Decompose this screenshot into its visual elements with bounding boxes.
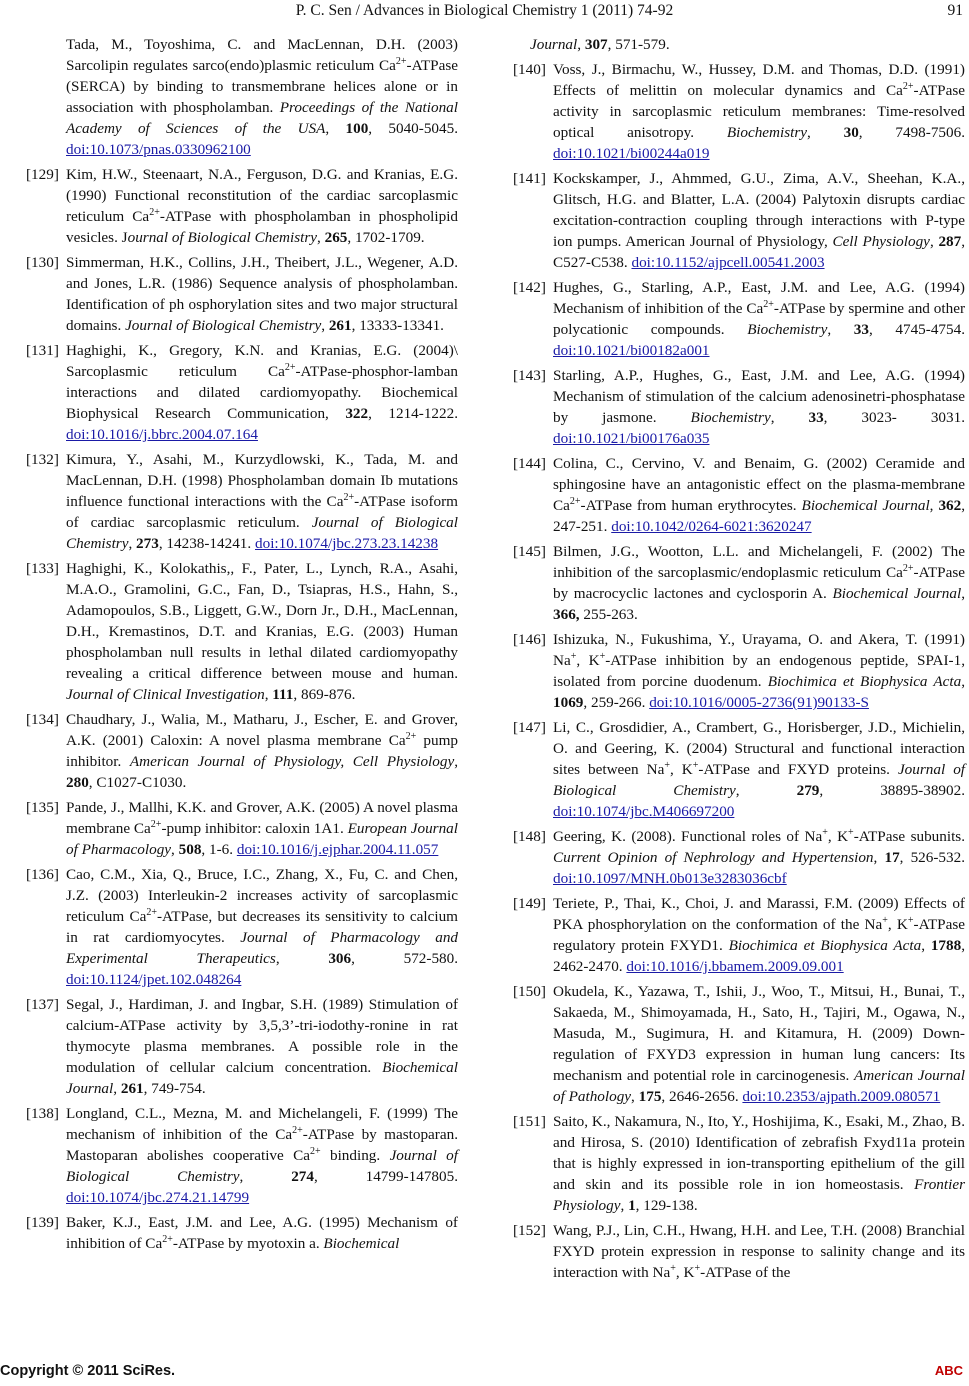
- superscript: +: [599, 650, 606, 662]
- reference-text: , 2462-2470.: [553, 937, 965, 975]
- reference-entry: [26, 864, 458, 990]
- reference-text: -ATPase of the: [700, 1264, 791, 1281]
- reference-text: , 14799-147805.: [313, 1168, 458, 1185]
- reference-entry: [513, 541, 965, 625]
- volume-number: 362: [938, 497, 962, 514]
- reference-number: [133]: [26, 560, 59, 577]
- superscript: +: [670, 1262, 676, 1274]
- superscript: 2+: [405, 730, 417, 742]
- volume-number: 279: [796, 782, 820, 799]
- doi-link[interactable]: doi:10.1016/j.ejphar.2004.11.057: [236, 841, 439, 858]
- reference-number: [142]: [513, 279, 546, 296]
- running-title: P. C. Sen / Advances in Biological Chemistry 1 (2011) 74-92: [295, 2, 674, 19]
- superscript: 2+: [343, 491, 355, 503]
- reference-text: Bilmen, J.G., Wootton, L.L. and Michelangeli, F. (2002) The inhibition of the sarcoplasmic/endoplasmic reticulum Ca: [553, 543, 965, 581]
- reference-text: , 1214-1222.: [368, 405, 458, 422]
- doi-link[interactable]: doi:10.1021/bi00182a001: [553, 342, 710, 359]
- reference-text: Haghighi, K., Kolokathis,, F., Pater, L., Lynch, R.A., Asahi, M.A.O., Gramolini, G.C., Fan, D., Tsiapras, H.S., Hahn, S., Adamopoulos, S.B., Liggett, G.W., Dorn Jr., D.H., MacLennan, D.H., Kremastinos, D.T. and Kranias, E.G. (2003) Human phospholamban null results in lethal dilated cardiomyopathy revealing a critical difference between mouse and human.: [66, 560, 458, 682]
- reference-text: ,: [620, 1197, 629, 1214]
- reference-text: -ATPase activity in sarcoplasmic reticulum membranes: Time-resolved optical anisotropy.: [553, 82, 965, 141]
- reference-text: -ATPase-phosphor-lamban interactions and dilated cardiomyopathy. Biochemical Biophysical Research Communication,: [66, 363, 458, 422]
- reference-entry: [26, 1212, 458, 1254]
- reference-text: ,: [961, 673, 966, 690]
- reference-entry: [26, 449, 458, 554]
- reference-entry: [513, 629, 965, 713]
- superscript: 2+: [902, 80, 914, 92]
- journal-title: Journal of Biological Chemistry: [66, 1147, 458, 1185]
- doi-link[interactable]: doi:10.1016/j.bbrc.2004.07.164: [66, 426, 258, 443]
- reference-text: , 2646-2656.: [661, 1088, 743, 1105]
- reference-number: [135]: [26, 799, 59, 816]
- reference-text: -ATPase regulatory protein FXYD1.: [553, 916, 965, 954]
- reference-entry: [513, 1111, 965, 1216]
- reference-entry: [26, 340, 458, 445]
- reference-number: [148]: [513, 828, 546, 845]
- reference-text: , 526-532.: [899, 849, 965, 866]
- superscript: 2+: [395, 55, 407, 67]
- reference-entry: [26, 994, 458, 1099]
- reference-text: Wang, P.J., Lin, C.H., Hwang, H.H. and Lee, T.H. (2008) Branchial FXYD protein expression in response to salinity change and its interaction with Na: [553, 1222, 965, 1281]
- reference-text: Chaudhary, J., Walia, M., Matharu, J., Escher, E. and Grover, A.K. (2001) Caloxin: A novel plasma membrane Ca: [66, 711, 458, 749]
- reference-entry: [513, 1220, 965, 1283]
- superscript: +: [882, 914, 888, 926]
- superscript: +: [848, 826, 854, 838]
- reference-text: Cao, C.M., Xia, Q., Bruce, I.C., Zhang, X., Fu, C. and Chen, J.Z. (2003) Interleukin-2 increases activity of sarcoplasmic reticulum Ca: [66, 866, 458, 925]
- reference-text: , K: [827, 828, 849, 845]
- superscript: +: [664, 759, 670, 771]
- volume-number: 261: [120, 1080, 144, 1097]
- reference-text: Okudela, K., Yazawa, T., Ishii, J., Woo, T., Mitsui, H., Bunai, T., Sakaeda, M., Shimoyamada, H., Sato, H., Tajiri, M., Ogawa, N., Masuda, M., Sugimura, H. and Kitamura, H. (2009) Down-regulation of FXYD3 expression in human lung cancers: Its mechanism and potential role in carcinogenesis.: [553, 983, 965, 1084]
- reference-text: -ATPase from human erythrocytes.: [580, 497, 802, 514]
- reference-text: Ishizuka, N., Fukushima, Y., Urayama, O. and Akera, T. (1991) Na: [553, 631, 965, 669]
- volume-number: 287: [938, 233, 962, 250]
- reference-text: , 129-138.: [635, 1197, 698, 1214]
- volume-number: 265: [324, 229, 348, 246]
- reference-text: ,: [317, 229, 325, 246]
- reference-text: -ATPase by macrocyclic lactones and cyclosporin A.: [553, 564, 965, 602]
- reference-text: , 13333-13341.: [351, 317, 444, 334]
- reference-text: , 247-251.: [553, 497, 966, 535]
- reference-number: [134]: [26, 711, 59, 728]
- reference-text: 255-263.: [579, 606, 638, 623]
- volume-number: 322: [345, 405, 369, 422]
- reference-number: [131]: [26, 342, 59, 359]
- doi-link[interactable]: doi:10.1152/ajpcell.00541.2003: [631, 254, 825, 271]
- reference-text: -ATPase and FXYD proteins.: [698, 761, 898, 778]
- left-column-references: [26, 34, 458, 1258]
- superscript: 2+: [146, 906, 157, 918]
- copyright-notice: Copyright © 2011 SciRes.: [0, 1363, 176, 1379]
- page-number: 91: [947, 2, 963, 19]
- volume-number: 33: [853, 321, 869, 338]
- reference-text: ,: [275, 950, 329, 967]
- reference-text: -ATPase subunits.: [853, 828, 966, 845]
- doi-link[interactable]: doi:10.1021/bi00176a035: [553, 430, 710, 447]
- volume-number: 175: [638, 1088, 662, 1105]
- reference-text: -pump inhibitor: caloxin 1A1.: [161, 820, 348, 837]
- journal-title: Biochemical: [323, 1235, 400, 1252]
- reference-text: , 259-266.: [583, 694, 650, 711]
- superscript: +: [907, 914, 914, 926]
- superscript: +: [822, 826, 828, 838]
- reference-text: ,: [929, 497, 939, 514]
- doi-link[interactable]: doi:10.1042/0264-6021:3620247: [611, 518, 812, 535]
- volume-number: 261: [328, 317, 352, 334]
- reference-entry: [513, 34, 965, 55]
- reference-text: Li, C., Grosdidier, A., Crambert, G., Horisberger, J.D., Michielin, O. and Geering, K. (2004) Structural and functional interaction sites between Na: [553, 719, 965, 778]
- reference-text: -ATPase, but decreases its sensitivity to calcium in rat cardiomyocytes.: [66, 908, 458, 946]
- reference-text: , 1-6.: [201, 841, 237, 858]
- reference-number: [141]: [513, 170, 546, 187]
- reference-text: , C527-C538.: [553, 233, 966, 271]
- reference-text: ,: [735, 782, 797, 799]
- reference-number: [132]: [26, 451, 59, 468]
- reference-text: , 14238-14241.: [158, 535, 255, 552]
- reference-number: [130]: [26, 254, 59, 271]
- reference-text: pump inhibitor.: [66, 732, 458, 770]
- doi-link[interactable]: doi:10.1016/j.bbamem.2009.09.001: [626, 958, 844, 975]
- reference-text: binding.: [320, 1147, 390, 1164]
- volume-number: 274: [291, 1168, 314, 1185]
- reference-entry: [26, 709, 458, 793]
- journal-title: Biochemical Journal: [801, 497, 930, 514]
- volume-number: 33: [808, 409, 824, 426]
- reference-text: Starling, A.P., Hughes, G., East, J.M. and Lee, A.G. (1994) Mechanism of stimulation of the calcium adenosinetri-phosphatase by jasmone.: [553, 367, 965, 426]
- reference-text: , 38895-38902.: [819, 782, 966, 799]
- reference-entry: [513, 717, 965, 822]
- reference-text: , 869-876.: [293, 686, 356, 703]
- superscript: 2+: [284, 361, 296, 373]
- volume-number: 111: [272, 686, 294, 703]
- superscript: 2+: [149, 206, 160, 218]
- volume-number: 508: [178, 841, 202, 858]
- reference-text: ,: [921, 937, 931, 954]
- volume-number: 30: [843, 124, 859, 141]
- reference-number: [149]: [513, 895, 546, 912]
- reference-entry: [26, 252, 458, 336]
- reference-text: , K: [576, 652, 600, 669]
- reference-entry: [513, 59, 965, 164]
- reference-text: ,: [873, 849, 885, 866]
- doi-link[interactable]: doi:10.2353/ajpath.2009.080571: [742, 1088, 941, 1105]
- reference-text: Hughes, G., Starling, A.P., East, J.M. and Lee, A.G. (1994) Mechanism of inhibition of the Ca: [553, 279, 965, 317]
- reference-entry: [26, 164, 458, 248]
- journal-title: Biochemistry: [747, 321, 828, 338]
- reference-number: [144]: [513, 455, 546, 472]
- reference-text: Tada, M., Toyoshima, C. and MacLennan, D.H. (2003) Sarcolipin regulates sarco(endo)plasmic reticulum Ca: [66, 36, 458, 74]
- reference-text: Voss, J., Birmachu, W., Hussey, D.M. and Thomas, D.D. (1991) Effects of melittin on molecular dynamics and Ca: [553, 61, 965, 99]
- reference-text: ,: [239, 1168, 292, 1185]
- superscript: 2+: [150, 818, 162, 830]
- reference-text: ,: [171, 841, 179, 858]
- volume-number: 1069: [553, 694, 584, 711]
- superscript: +: [570, 650, 577, 662]
- volume-number: 17: [884, 849, 900, 866]
- journal-title: Journal of Biological Chemistry: [553, 761, 966, 799]
- reference-entry: [26, 558, 458, 705]
- reference-text: , 5040-5045.: [368, 120, 458, 137]
- journal-title: Journal: [530, 36, 578, 53]
- reference-text: ,: [770, 409, 809, 426]
- superscript: +: [694, 1262, 701, 1274]
- journal-title: Frontier Physiology: [553, 1176, 965, 1214]
- doi-link[interactable]: doi:10.1124/jpet.102.048264: [66, 971, 242, 988]
- reference-text: ,: [807, 124, 844, 141]
- reference-number: [143]: [513, 367, 546, 384]
- journal-title: ournal of Biological Chemistry: [127, 229, 318, 246]
- reference-text: Colina, C., Cervino, V. and Benaim, G. (2002) Ceramide and sphingosine have an antagonistic effect on the plasma-membrane Ca: [553, 455, 965, 514]
- reference-text: ,: [321, 317, 329, 334]
- right-column-references: [513, 34, 965, 1287]
- doi-link[interactable]: doi:10.1097/MNH.0b013e3283036cbf: [553, 870, 787, 887]
- reference-entry: [26, 797, 458, 860]
- superscript: 2+: [162, 1233, 173, 1245]
- reference-text: Kimura, Y., Asahi, M., Kurzydlowski, K., Tada, M. and MacLennan, D.H. (1998) Phospholamban domain Ib mutations influence functional interactions with the Ca: [66, 451, 458, 510]
- journal-title: Biochimica et Biophysica Acta: [728, 937, 922, 954]
- reference-text: , K: [887, 916, 908, 933]
- reference-number: [138]: [26, 1105, 59, 1122]
- journal-title: Journal of Biological Chemistry: [66, 514, 458, 552]
- reference-text: ,: [577, 36, 585, 53]
- reference-text: Teriete, P., Thai, K., Choi, J. and Marassi, F.M. (2009) Effects of PKA phosphorylation on the conformation of the Na: [553, 895, 965, 933]
- reference-text: , C1027-C1030.: [88, 774, 187, 791]
- doi-link[interactable]: doi:10.1074/jbc.273.23.14238: [255, 535, 439, 552]
- volume-number: 306: [328, 950, 352, 967]
- superscript: 2+: [763, 298, 774, 310]
- reference-text: , K: [669, 761, 693, 778]
- reference-entry: [26, 1103, 458, 1208]
- reference-text: , 572-580.: [351, 950, 459, 967]
- reference-text: , 7498-7506.: [858, 124, 965, 141]
- journal-title: Journal of Biological Chemistry: [125, 317, 322, 334]
- reference-text: ,: [264, 686, 273, 703]
- reference-text: Pande, J., Mallhi, K.K. and Grover, A.K. (2005) A novel plasma membrane Ca: [66, 799, 458, 837]
- journal-title: Cell Physiology: [832, 233, 930, 250]
- reference-text: Simmerman, H.K., Collins, J.H., Theibert, J.L., Wegener, A.D. and Jones, L.R. (1986) Sequence analysis of phospholamban. Identification of ph osphorylation sites and two major structural domains.: [66, 254, 458, 334]
- journal-title: Biochemical Journal: [832, 585, 962, 602]
- volume-number: 1788: [930, 937, 962, 954]
- reference-text: Kockskamper, J., Ahmmed, G.U., Zima, A.V., Sheehan, K.A., Glitsch, H.G. and Blatter, L.A. (2004) Palytoxin disrupts cardiac excitation-contraction coupling through interactions with P-type ion pumps. American Journal of Physiology,: [553, 170, 965, 250]
- reference-text: Baker, K.J., East, J.M. and Lee, A.G. (1995) Mechanism of inhibition of Ca: [66, 1214, 458, 1252]
- reference-entry: [513, 453, 965, 537]
- reference-text: ,: [128, 535, 137, 552]
- reference-text: Segal, J., Hardiman, J. and Ingbar, S.H. (1989) Stimulation of calcium-ATPase activity by 3,5,3’-tri-iodothy-ronine in rat thymocyte plasma membranes. A possible role in the modulation of cellular calcium concentration.: [66, 996, 458, 1076]
- journal-mark: ABC: [934, 1363, 963, 1378]
- reference-entry: [513, 277, 965, 361]
- reference-number: [140]: [513, 61, 546, 78]
- doi-link[interactable]: doi:10.1074/jbc.M406697200: [553, 803, 735, 820]
- journal-title: Journal of Clinical Investigation: [66, 686, 265, 703]
- reference-entry: [513, 168, 965, 273]
- reference-number: [129]: [26, 166, 59, 183]
- reference-text: ,: [929, 233, 939, 250]
- reference-text: Kim, H.W., Steenaart, N.A., Ferguson, D.G. and Kranias, E.G. (1990) Functional reconstitution of the cardiac sarcoplasmic reticulum Ca: [66, 166, 458, 225]
- reference-entry: [513, 893, 965, 977]
- reference-text: Longland, C.L., Mezna, M. and Michelangeli, F. (1999) The mechanism of inhibition of the Ca: [66, 1105, 458, 1143]
- reference-number: [151]: [513, 1113, 546, 1130]
- reference-text: , 1702-1709.: [347, 229, 425, 246]
- reference-text: -ATPase inhibition by an endogenous peptide, SPAI-1, isolated from porcine duodenum.: [553, 652, 965, 690]
- reference-number: [145]: [513, 543, 546, 560]
- reference-number: [150]: [513, 983, 546, 1000]
- reference-text: ,: [454, 753, 458, 770]
- journal-title: Biochemistry: [690, 409, 771, 426]
- superscript: 2+: [310, 1145, 321, 1157]
- reference-entry: [513, 365, 965, 449]
- reference-text: Saito, K., Nakamura, N., Ito, Y., Hoshijima, K., Esaki, M., Zhao, B. and Hirosa, S. (2010) Identification of zebrafish Fxyd11a protein that is highly expressed in ion-transporting epithelium of the gill and skin and its possible role in ion homeostasis.: [553, 1113, 965, 1193]
- reference-number: [147]: [513, 719, 546, 736]
- reference-text: -ATPase by myotoxin a.: [172, 1235, 324, 1252]
- volume-number: 307: [584, 36, 608, 53]
- journal-title: European Journal of Pharmacology: [66, 820, 458, 858]
- journal-title: Journal of Pharmacology and Experimental Therapeutics: [66, 929, 459, 967]
- reference-number: [152]: [513, 1222, 546, 1239]
- reference-text: , 4745-4754.: [868, 321, 965, 338]
- doi-link[interactable]: doi:10.1073/pnas.0330962100: [66, 141, 251, 158]
- reference-text: Geering, K. (2008). Functional roles of Na: [553, 828, 823, 845]
- reference-number: [146]: [513, 631, 546, 648]
- reference-number: [137]: [26, 996, 59, 1013]
- volume-number: 280: [66, 774, 89, 791]
- volume-number: 366,: [553, 606, 580, 623]
- reference-text: ,: [113, 1080, 121, 1097]
- reference-text: -ATPase with phospholamban in phospholipid vesicles. J: [66, 208, 459, 246]
- page-header: [0, 2, 969, 28]
- journal-title: Biochimica et Biophysica Acta: [767, 673, 962, 690]
- journal-title: Current Opinion of Nephrology and Hypertension: [553, 849, 874, 866]
- reference-text: ,: [827, 321, 854, 338]
- reference-text: , 571-579.: [607, 36, 670, 53]
- superscript: +: [692, 759, 699, 771]
- reference-number: [136]: [26, 866, 59, 883]
- journal-title: Biochemistry: [726, 124, 807, 141]
- doi-link[interactable]: doi:10.1016/0005-2736(91)90133-S: [649, 694, 869, 711]
- volume-number: 1: [628, 1197, 636, 1214]
- reference-entry: [26, 34, 458, 160]
- reference-text: -ATPase by mastoparan. Mastoparan abolishes cooperative Ca: [66, 1126, 458, 1164]
- superscript: 2+: [569, 495, 581, 507]
- reference-text: , K: [675, 1264, 695, 1281]
- reference-text: -ATPase (SERCA) by binding to transmembrane helices alone or in association with phospholamban.: [66, 57, 458, 116]
- reference-text: Haghighi, K., Gregory, K.N. and Kranias, E.G. (2004)\ Sarcoplasmic reticulum Ca: [66, 342, 458, 380]
- reference-text: ,: [325, 120, 346, 137]
- journal-title: American Journal of Physiology, Cell Physiology: [129, 753, 455, 770]
- reference-entry: [513, 981, 965, 1107]
- reference-text: , 749-754.: [143, 1080, 206, 1097]
- reference-text: ,: [631, 1088, 639, 1105]
- reference-text: , 3023- 3031.: [823, 409, 966, 426]
- doi-link[interactable]: doi:10.1021/bi00244a019: [553, 145, 710, 162]
- superscript: 2+: [292, 1124, 303, 1136]
- reference-entry: [513, 826, 965, 889]
- reference-text: -ATPase by spermine and other polycationic compounds.: [553, 300, 966, 338]
- reference-text: ,: [961, 585, 965, 602]
- page-footer: [0, 1363, 969, 1385]
- volume-number: 273: [136, 535, 159, 552]
- reference-text: -ATPase isoform of cardiac sarcoplasmic reticulum.: [66, 493, 458, 531]
- doi-link[interactable]: doi:10.1074/jbc.274.21.14799: [66, 1189, 250, 1206]
- reference-number: [139]: [26, 1214, 59, 1231]
- journal-title: Biochemical Journal: [66, 1059, 458, 1097]
- journal-title: Proceedings of the National Academy of Sciences of the USA: [66, 99, 458, 137]
- volume-number: 100: [345, 120, 369, 137]
- superscript: 2+: [902, 562, 914, 574]
- journal-title: American Journal of Pathology: [553, 1067, 965, 1105]
